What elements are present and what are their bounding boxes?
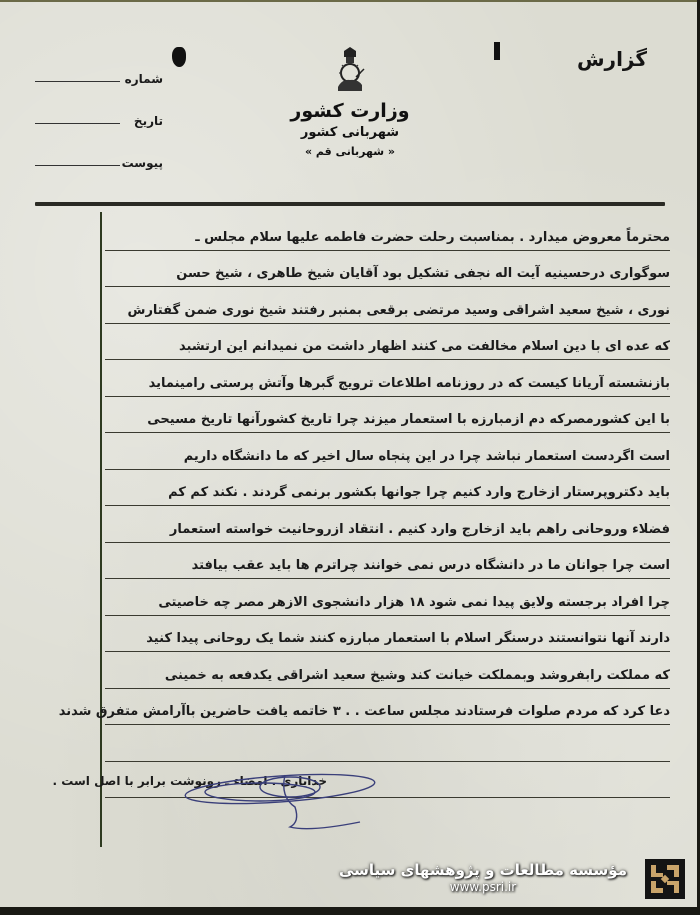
report-title: گزارش (576, 47, 647, 71)
body-line-text: بازنشسته آریانا کیست که در روزنامه اطلاعات ترویج گبرها وآتش پرستی رامینماید (148, 375, 670, 391)
ruled-line (105, 761, 670, 762)
field-attachment-label: پیوست (121, 156, 163, 170)
field-date (35, 108, 185, 128)
psri-logo-icon (645, 859, 685, 899)
ruled-line (105, 724, 670, 725)
body-line-text: است اگردست استعمار نباشد چرا در این پنجاه سال اخیر که ما دانشگاه داریم (183, 448, 670, 464)
ruled-line (105, 286, 670, 287)
body-line (105, 400, 670, 437)
ruled-line (105, 578, 670, 579)
field-date-line (35, 123, 120, 124)
field-attachment (35, 150, 185, 170)
office-name: شهربانی کشور (300, 125, 400, 140)
ruled-line (105, 359, 670, 360)
body-line (105, 546, 670, 583)
body-line (105, 217, 670, 254)
closing-line: خدایاری . امضاء ـ رونوشت برابر با اصل است . (52, 774, 327, 788)
ruled-line (105, 615, 670, 616)
body-line-text: محترماً معروض میدارد . بمناسبت رحلت حضرت فاطمه علیها سلام مجلس ـ (195, 229, 670, 245)
ruled-line (105, 323, 670, 324)
org-url: www.psri.ir (449, 880, 517, 894)
field-number-line (35, 81, 120, 82)
body-line-text: چرا افراد برجسته ولایق پیدا نمی شود ۱۸ هزار دانشجوی الازهر مصر چه خاصیتی (158, 594, 670, 610)
ministry-name: وزارت کشور (290, 100, 410, 122)
watermark (339, 860, 627, 895)
ruled-line (105, 396, 670, 397)
report-body (58, 217, 670, 801)
ink-mark (494, 42, 500, 60)
ruled-line (105, 432, 670, 433)
body-line (105, 655, 670, 692)
body-line-text: باید دکتروپرستار ازخارج وارد کنیم چرا جوانها بکشور برنمی گردند . نکند کم کم (168, 485, 670, 500)
org-name: مؤسسه مطالعات و پژوهشهای سیاسی (338, 861, 627, 879)
body-line-text: با این کشورمصرکه دم ازمبارزه با استعمار میزند چرا تاریخ کشورآنها تاریخ مسیحی (147, 412, 670, 427)
body-line (58, 692, 670, 729)
body-line (105, 619, 670, 656)
field-number-label: شماره (124, 72, 163, 86)
body-line (105, 290, 670, 327)
body-line-text: است چرا جوانان ما در دانشگاه درس نمی خوانند چراترم ها باید عقب بیافتد (191, 558, 670, 573)
body-line-text: دارند آنها نتوانستند درسنگر اسلام با استعمار مبارزه کنند شما یک روحانی پیدا کنید (146, 631, 670, 646)
margin-line (100, 212, 102, 847)
ruled-line (105, 250, 670, 251)
ink-blot (172, 47, 186, 67)
body-line (105, 363, 670, 400)
body-line-text: نوری ، شیخ سعید اشراقی وسید مرتضی برقعی بمنبر رفتند شیخ نوری ضمن گفتارش (127, 302, 670, 318)
body-line (105, 582, 670, 619)
ruled-line (105, 651, 670, 652)
field-attachment-line (35, 165, 120, 166)
body-line-text: سوگواری درحسینیه آیت اله نجفی تشکیل بود آقایان شیخ طاهری ، شیخ حسن (176, 266, 670, 281)
field-number (35, 66, 185, 86)
body-line-text: دعا کرد که مردم صلوات فرستادند مجلس ساعت . . ۳ خاتمه یافت حاضرین باآرامش متفرق شدند (58, 704, 670, 719)
body-line (105, 254, 670, 291)
body-line (105, 509, 670, 546)
lion-and-sun-emblem-icon (330, 47, 370, 97)
city-office-name: « شهربانی قم » (305, 145, 395, 158)
ruled-line (105, 469, 670, 470)
field-date-label: تاریخ (133, 114, 163, 128)
handwritten-signature-icon (180, 767, 380, 847)
ruled-line (105, 542, 670, 543)
body-line-text: که عده ای با دین اسلام مخالفت می کنند اظهار داشت من نمیدانم این ارتشبد (179, 339, 670, 354)
ruled-line (105, 505, 670, 506)
body-line (105, 436, 670, 473)
body-line-text: فضلاء وروحانی راهم باید ازخارج وارد کنیم . انتقاد ازروحانیت خواسته استعمار (169, 521, 670, 537)
body-line (105, 327, 670, 364)
letterhead (250, 47, 450, 161)
body-line-text: که مملکت رابفروشد وبمملکت خیانت کند وشیخ سعید اشراقی یکدفعه به خمینی (164, 667, 670, 683)
body-line (105, 473, 670, 510)
ruled-line (105, 688, 670, 689)
body-line-blank (105, 728, 670, 765)
header-divider (35, 202, 665, 206)
